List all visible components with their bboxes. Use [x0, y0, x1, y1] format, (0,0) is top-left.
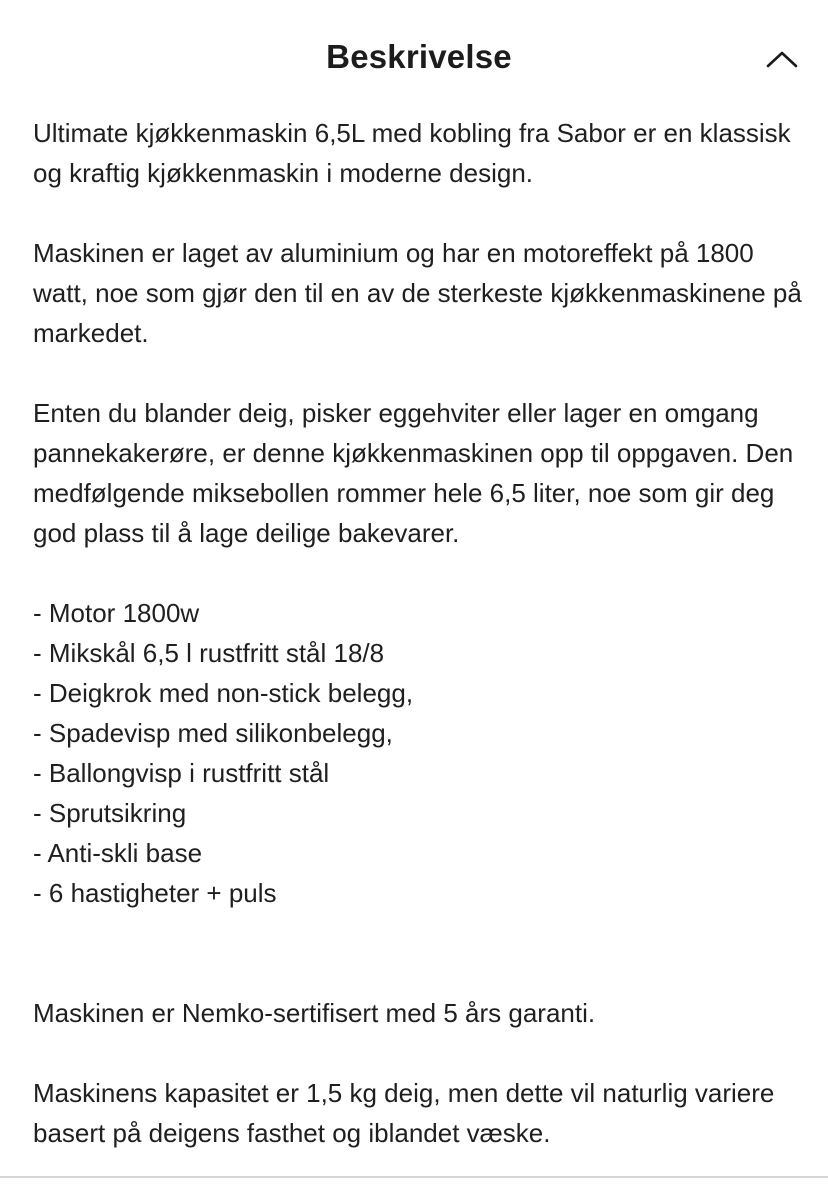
section-divider: [0, 1176, 828, 1178]
spec-list: [33, 593, 803, 913]
section-title: Beskrivelse: [326, 38, 512, 75]
spec-item: - Sprutsikring: [33, 798, 187, 828]
spec-item: - Ballongvisp i rustfritt stål: [33, 758, 330, 788]
description-paragraph: Maskinen er laget av aluminium og har en motoreffekt på 1800 watt, noe som gjør den til en av de sterkeste kjøkkenmaskinene på markedet.: [33, 238, 802, 348]
description-header[interactable]: [0, 30, 828, 90]
spec-item: - Anti-skli base: [33, 838, 203, 868]
collapse-button[interactable]: [756, 36, 808, 80]
spec-item: - Motor 1800w: [33, 598, 200, 628]
description-paragraph: Enten du blander deig, pisker eggehviter eller lager en omgang pannekakerøre, er denne kjøkkenmaskinen opp til oppgaven. Den medfølgende miksebollen rommer hele 6,5 liter, noe som gir deg god plass til å lage deilige bakevarer.: [33, 398, 794, 548]
spec-item: - Deigkrok med non-stick belegg,: [33, 678, 414, 708]
description-paragraph: Maskinens kapasitet er 1,5 kg deig, men dette vil naturlig variere basert på deigens fasthet og iblandet væske.: [33, 1078, 775, 1148]
chevron-up-icon: [766, 50, 798, 68]
description-paragraph: Maskinen er Nemko-sertifisert med 5 års garanti.: [33, 998, 596, 1028]
spec-item: - Spadevisp med silikonbelegg,: [33, 718, 393, 748]
spec-item: - 6 hastigheter + puls: [33, 878, 277, 908]
spec-item: - Mikskål 6,5 l rustfritt stål 18/8: [33, 638, 385, 668]
description-paragraph: Ultimate kjøkkenmaskin 6,5L med kobling fra Sabor er en klassisk og kraftig kjøkkenmaskin i moderne design.: [33, 118, 791, 188]
description-body: [33, 113, 803, 1153]
